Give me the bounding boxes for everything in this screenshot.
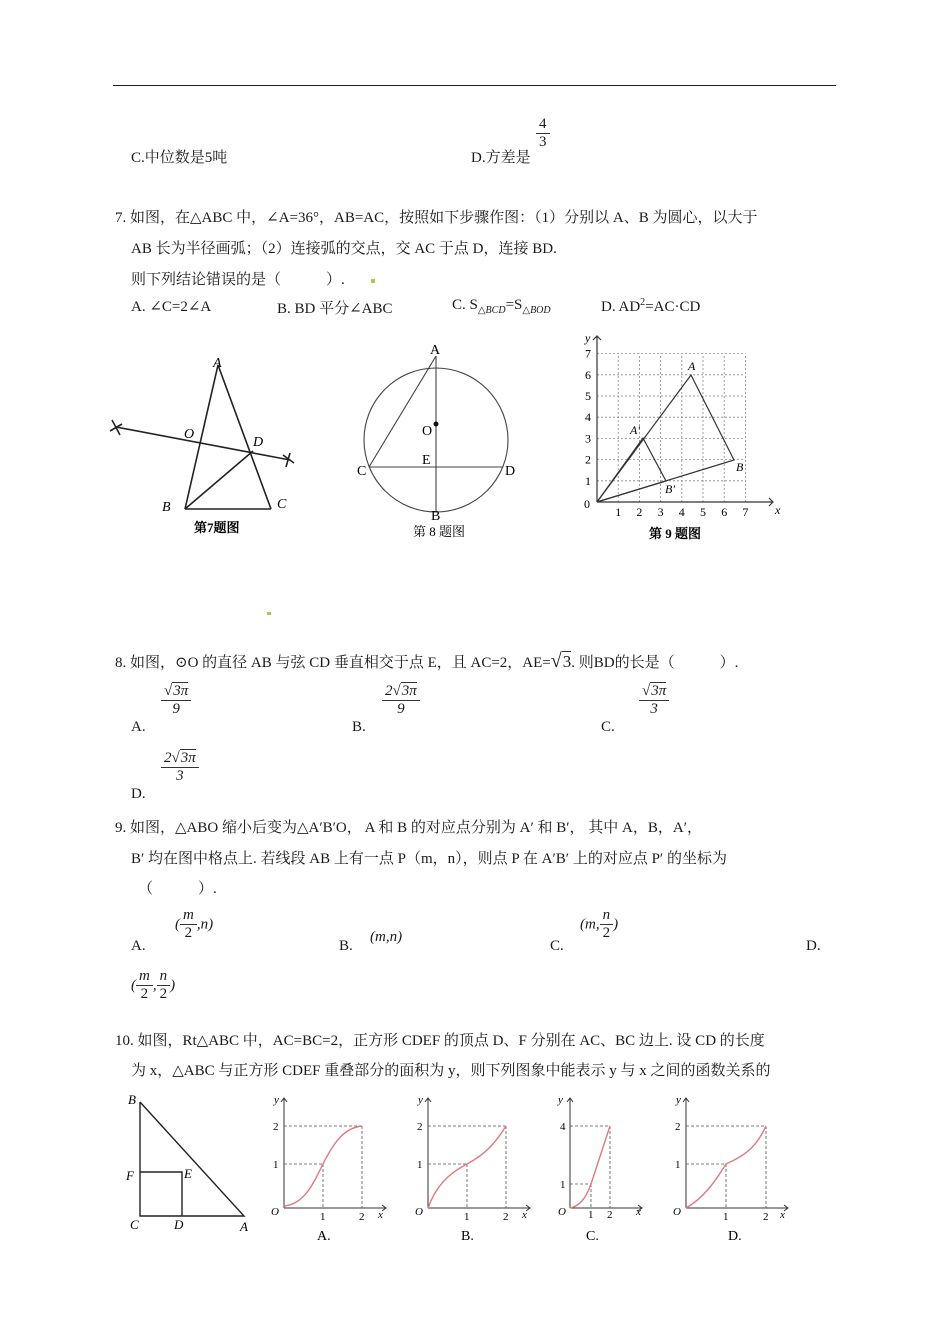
fig9-y-tick: 4 xyxy=(585,410,591,425)
fig8-label-o: O xyxy=(422,424,433,439)
graph-a-x-axis: x xyxy=(378,1209,383,1221)
fig9-y-tick: 1 xyxy=(585,473,591,488)
fig9-x-tick: 1 xyxy=(615,505,622,519)
q7-line1: 7. 如图，在△ABC 中，∠A=36°，AB=AC，按照如下步骤作图：（1）分别以 A、B 为圆心，以大于 xyxy=(115,210,758,226)
graph-b-y-tick: 2 xyxy=(417,1121,423,1133)
graph-c-curve xyxy=(570,1126,610,1208)
fig9-label-a-prime: A' xyxy=(630,423,640,437)
q9-option-a-value: ( $\frac{m}{2}$ ,n) xyxy=(175,907,214,942)
graph-a-x-tick: 1 xyxy=(320,1211,326,1223)
fig7-label-d: D xyxy=(253,435,264,450)
q10-graph-d xyxy=(664,1090,794,1248)
stray-mark xyxy=(371,279,375,283)
graph-c-x-tick: 2 xyxy=(607,1209,613,1221)
header-rule xyxy=(113,85,836,86)
q9-option-b-label: B. xyxy=(339,938,353,954)
fig8-label-a: A xyxy=(430,343,441,358)
q10-graph-c xyxy=(550,1090,650,1248)
fig9-y-tick: 6 xyxy=(585,367,591,382)
graph-d-x-tick: 2 xyxy=(763,1211,769,1223)
q10-line1: 10. 如图，Rt△ABC 中，AC=BC=2，正方形 CDEF 的顶点 D、F 分别在 AC、BC 边上. 设 CD 的长度 xyxy=(115,1033,765,1049)
fig9-caption: 第 9 题图 xyxy=(649,526,702,541)
q10-label-e: E xyxy=(184,1166,192,1181)
fig9-y-axis-label: y xyxy=(585,331,591,345)
fig9-x-tick: 5 xyxy=(700,505,706,519)
q9-option-d-label: D. xyxy=(806,938,821,954)
q7-option-c: C. $S_{\triangle BCD}=S_{\triangle BOD}$ xyxy=(452,297,551,316)
q9-line3: （ ）. xyxy=(138,881,217,897)
fig9-x-axis-label: x xyxy=(775,503,781,517)
q10-label-d: D xyxy=(174,1217,184,1232)
q8-stem: 8. 如图，⊙O 的直径 AB 与弦 CD 垂直相交于点 E，且 AC=2，AE=√3. 则BD的长是（ ）. xyxy=(115,650,739,672)
graph-b-y-tick: 1 xyxy=(417,1159,423,1171)
fig8-center-dot xyxy=(434,422,439,427)
graph-b-x-tick: 1 xyxy=(464,1211,470,1223)
fig8-caption: 第 8 题图 xyxy=(413,524,466,539)
graph-a-origin: O xyxy=(271,1206,279,1218)
graph-d-y-axis: y xyxy=(676,1094,681,1106)
fig9-y-tick: 5 xyxy=(585,389,591,403)
q10-label-c: C xyxy=(130,1217,139,1232)
fig8-label-c: C xyxy=(357,464,367,479)
fig9-label-a: A xyxy=(688,359,696,373)
graph-c-y-tick: 4 xyxy=(560,1121,566,1133)
fig9-x-tick: 2 xyxy=(636,505,643,519)
graph-d-origin: O xyxy=(673,1206,681,1218)
fig9-x-tick: 7 xyxy=(742,505,749,519)
fig9-x-tick: 4 xyxy=(678,505,685,519)
q10-label-b: B xyxy=(128,1092,136,1107)
fig7-label-b: B xyxy=(162,500,171,515)
q10-label-f: F xyxy=(126,1168,134,1183)
graph-b-x-axis: x xyxy=(522,1209,527,1221)
fig9-y-tick: 7 xyxy=(585,346,591,361)
graph-d-caption: D. xyxy=(728,1229,742,1244)
q7-option-d: D. $AD^2=AC\cdot CD$ xyxy=(601,297,701,315)
graph-b-y-axis: y xyxy=(418,1094,423,1106)
fig7-label-o: O xyxy=(184,427,195,442)
fig9-origin: 0 xyxy=(584,497,590,511)
graph-d-y-tick: 1 xyxy=(675,1159,681,1171)
stray-mark-2 xyxy=(267,612,271,615)
fig9-y-tick: 3 xyxy=(585,431,591,446)
q6-fraction: $\frac{4}{3}$ xyxy=(536,116,550,152)
q10-graph-a xyxy=(262,1090,392,1248)
graph-a-y-tick: 1 xyxy=(273,1159,279,1171)
fig9-x-tick: 3 xyxy=(657,505,664,519)
graph-c-y-tick: 1 xyxy=(560,1179,566,1191)
graph-b-x-tick: 2 xyxy=(503,1211,509,1223)
graph-a-y-axis: y xyxy=(274,1094,279,1106)
figure-7 xyxy=(100,345,310,545)
q10-line2: 为 x，△ABC 与正方形 CDEF 重叠部分的面积为 y，则下列图象中能表示 y 与 x 之间的函数关系的 xyxy=(131,1063,771,1079)
fig7-label-c: C xyxy=(277,497,287,512)
fig7-caption: 第7题图 xyxy=(194,520,240,535)
graph-d-x-tick: 1 xyxy=(723,1211,729,1223)
graph-b-caption: B. xyxy=(461,1229,474,1244)
q9-line2: B′ 均在图中格点上. 若线段 AB 上有一点 P（m，n），则点 P 在 A′B′ 上的对应点 P′ 的坐标为 xyxy=(131,851,727,867)
q10-label-a: A xyxy=(240,1219,248,1234)
figure-9 xyxy=(575,328,785,546)
graph-d-x-axis: x xyxy=(780,1209,785,1221)
q9-option-b-value: (m,n) xyxy=(370,929,403,945)
graph-c-caption: C. xyxy=(586,1229,599,1244)
graph-c-y-axis: y xyxy=(558,1094,563,1106)
fig8-label-b: B xyxy=(431,509,441,524)
graph-a-y-tick: 2 xyxy=(273,1121,279,1133)
graph-d-y-tick: 2 xyxy=(675,1121,681,1133)
fig8-label-d: D xyxy=(505,464,516,479)
q10-graph-b xyxy=(406,1090,536,1248)
q7-option-a: A. ∠C=2∠A xyxy=(131,299,212,315)
q10-triangle-figure xyxy=(118,1088,258,1238)
fig9-x-tick: 6 xyxy=(721,505,728,519)
q6-option-c: C.中位数是5吨 xyxy=(131,150,228,166)
fig8-label-e: E xyxy=(422,453,431,468)
q7-line2: AB 长为半径画弧；（2）连接弧的交点，交 AC 于点 D，连接 BD. xyxy=(131,241,557,257)
fig9-label-b-prime: B' xyxy=(665,482,675,496)
q9-option-c-label: C. xyxy=(550,938,564,954)
q9-option-d-value: ( $\frac{m}{2}$ , $\frac{n}{2}$ ) xyxy=(131,968,176,1003)
q7-line3: 则下列结论错误的是（ ）. xyxy=(131,272,345,288)
graph-c-origin: O xyxy=(558,1206,566,1218)
q9-option-c-value: (m, $\frac{n}{2}$ ) xyxy=(580,907,619,942)
fig9-y-tick: 2 xyxy=(585,452,591,467)
q9-line1: 9. 如图，△ABO 缩小后变为△A′B′O， A 和 B 的对应点分别为 A′ 和 B′， 其中 A，B，A′， xyxy=(115,820,703,836)
q9-option-a-label: A. xyxy=(131,938,146,954)
fig9-label-b: B xyxy=(736,460,744,474)
graph-c-x-axis: x xyxy=(636,1206,641,1218)
graph-a-caption: A. xyxy=(317,1229,331,1244)
graph-b-origin: O xyxy=(415,1206,423,1218)
q7-option-b: B. BD 平分∠ABC xyxy=(277,301,393,317)
fig7-label-a: A xyxy=(213,356,222,371)
graph-c-x-tick: 1 xyxy=(588,1209,594,1221)
figure-8 xyxy=(350,338,530,548)
graph-a-x-tick: 2 xyxy=(359,1211,365,1223)
